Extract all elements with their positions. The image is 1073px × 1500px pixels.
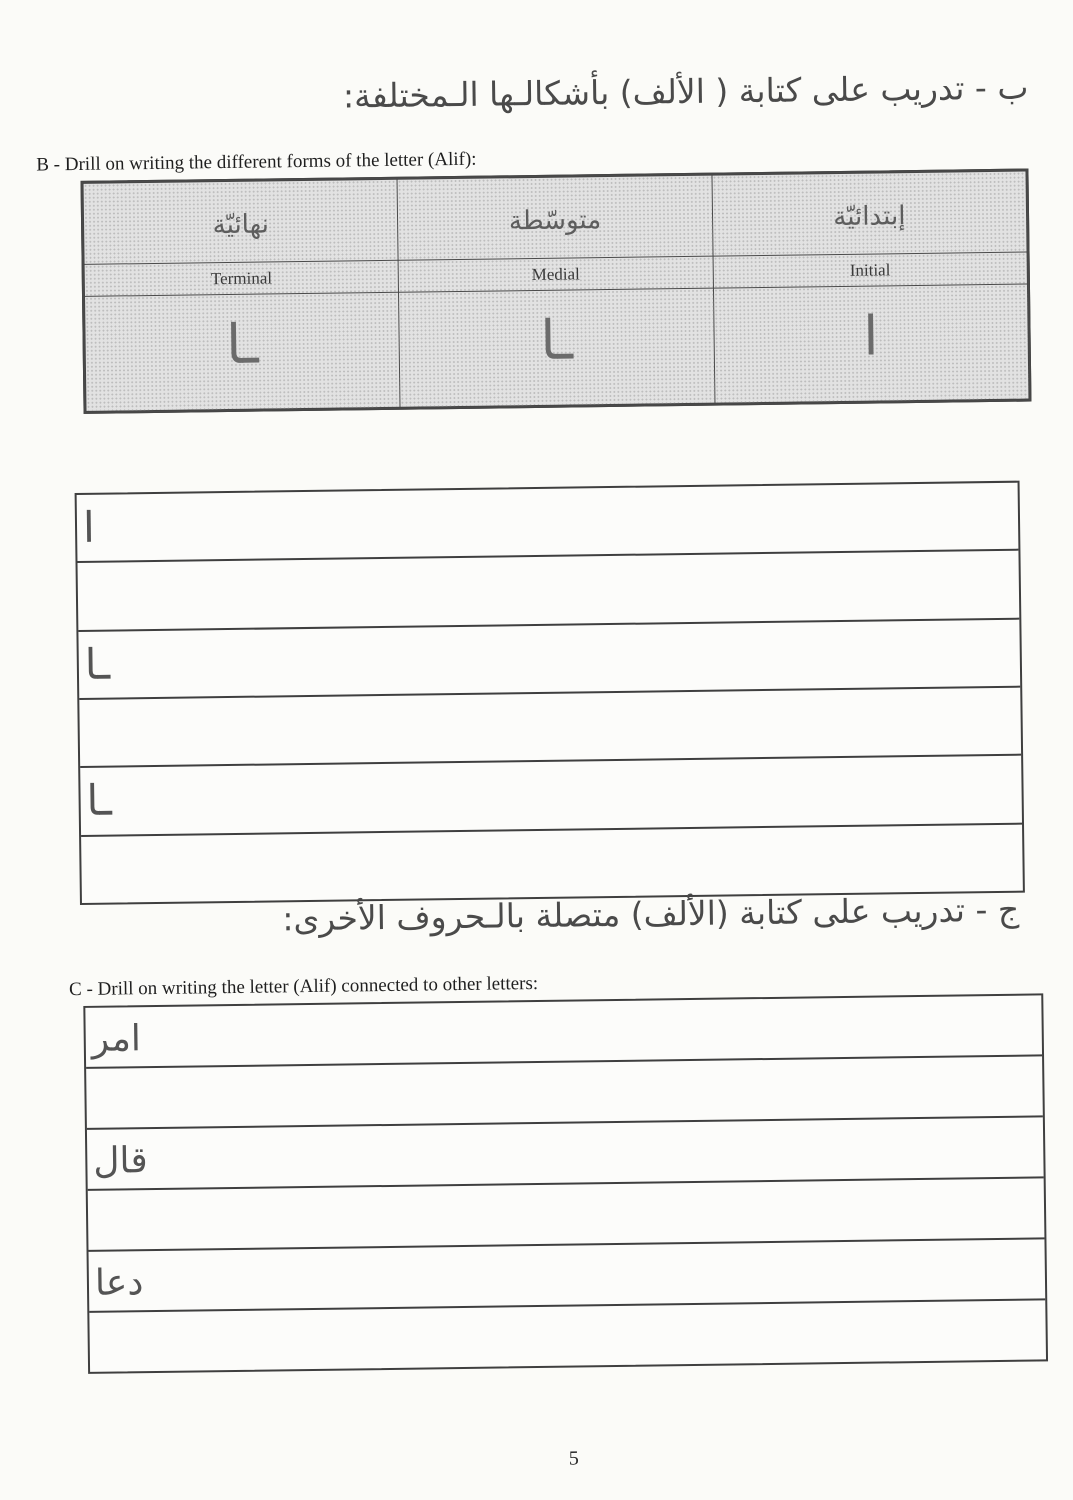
section-b-heading-arabic: ب - تدريب على كتابة ( الألف) بأشكالـها الـمختلفة: [342,67,1029,116]
table-header-terminal-arabic: نهائيّة [84,180,398,264]
practice-box-connected [83,993,1048,1374]
table-header-medial-arabic: متوسّطة [398,176,712,260]
alif-terminal-form: ـا [85,293,400,411]
model-letter: ـا [86,776,113,826]
model-word [90,1340,110,1344]
table-header-initial-arabic: إبتدائيّة [712,172,1026,256]
practice-row [80,756,1022,837]
table-header-medial-english: Medial [399,257,713,292]
practice-row [78,619,1020,700]
model-letter: ـا [84,639,111,689]
practice-box-forms [75,481,1025,905]
section-c-heading-english: C - Drill on writing the letter (Alif) connected to other letters: [68,972,539,1001]
table-header-terminal-english: Terminal [85,261,399,296]
model-word [88,1218,108,1222]
section-b-heading-english: B - Drill on writing the different forms of the letter (Alif): [36,148,477,176]
practice-row [77,483,1019,564]
model-word: امر [91,1017,142,1060]
section-c-heading-arabic: ج - تدريب على كتابة (الألف) متصلة بالـحروف الأخرى: [282,889,1020,939]
practice-row [79,688,1021,769]
model-word: دعا [94,1261,144,1304]
model-word: قال [93,1139,148,1182]
model-word [86,1096,106,1100]
practice-row [78,551,1020,632]
alif-initial-form: ا [714,285,1029,403]
model-letter: ا [82,502,96,553]
alif-forms-table [81,169,1032,414]
alif-medial-form: ـا [399,289,714,407]
table-header-initial-english: Initial [713,253,1027,288]
practice-row [89,1300,1046,1372]
page-number: 5 [568,1447,579,1470]
